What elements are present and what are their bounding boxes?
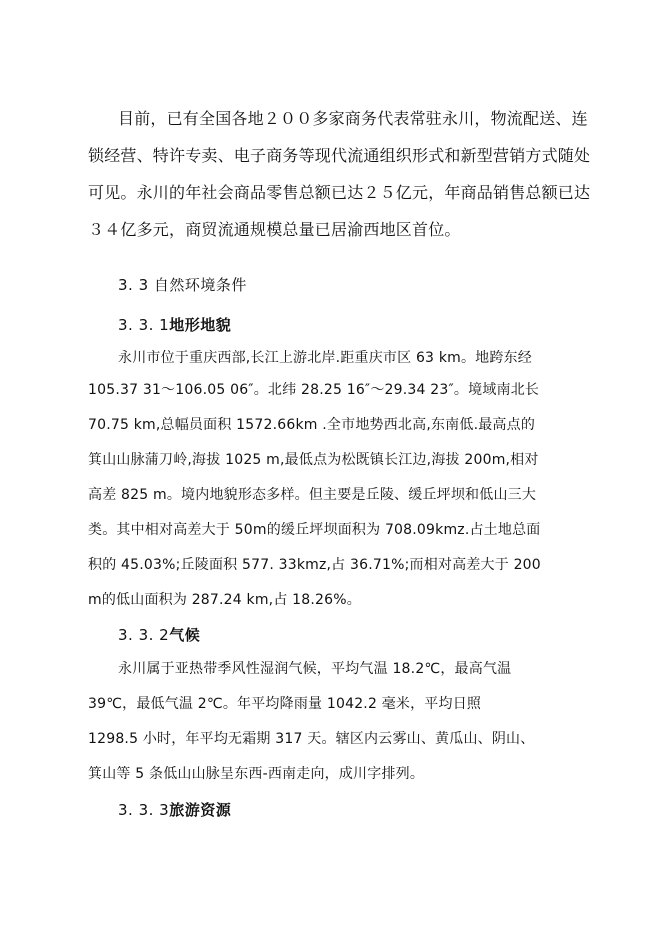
terrain-line-3: 70.75 km,总幅员面积 1572.66km .全市地势西北高,东南低.最高点的 [88, 417, 536, 433]
climate-line-3: 1298.5 小时，年平均无霜期 317 天。辖区内云雾山、黄瓜山、阴山、 [88, 731, 535, 747]
intro-line-2: 锁经营、特许专卖、电子商务等现代流通组织形式和新型营销方式随处 [88, 146, 591, 165]
terrain-line-4: 箕山山脉蒲刀岭,海拔 1025 m,最低点为松既镇长江边,海拔 200m,相对 [88, 452, 539, 468]
section-3-3-1-title: 地形地貌 [169, 316, 232, 334]
climate-line-2: 39℃，最低气温 2℃。年平均降雨量 1042.2 毫米，平均日照 [88, 696, 482, 712]
section-3-3-heading: 3. 3 自然环境条件 [118, 276, 247, 294]
terrain-line-5: 高差 825 m。境内地貌形态多样。但主要是丘陵、缓丘坪坝和低山三大 [88, 487, 537, 503]
section-3-3-3-title: 旅游资源 [169, 801, 232, 819]
intro-line-4: ３４亿多元，商贸流通规模总量已居渝西地区首位。 [88, 220, 461, 239]
terrain-line-7: 积的 45.03%;丘陵面积 577. 33kmz,占 36.71%;而相对高差大于 200 [88, 557, 541, 573]
section-3-3-2-number: 3. 3. 2 [118, 626, 170, 644]
terrain-line-8: m的低山面积为 287.24 km,占 18.26%。 [88, 592, 361, 608]
intro-line-1: 目前，已有全国各地２００多家商务代表常驻永川，物流配送、连 [118, 109, 588, 128]
section-3-3-3-number: 3. 3. 3 [118, 801, 170, 819]
section-3-3-2-heading [118, 625, 200, 645]
climate-line-1: 永川属于亚热带季风性湿润气候，平均气温 18.2℃，最高气温 [118, 661, 512, 677]
intro-line-3: 可见。永川的年社会商品零售总额已达２５亿元，年商品销售总额已达 [88, 183, 591, 202]
climate-line-4: 箕山等 5 条低山山脉呈东西-西南走向，成川字排列。 [88, 766, 425, 782]
terrain-line-6: 类。其中相对高差大于 50m的缓丘坪坝面积为 708.09kmz.占土地总面 [88, 522, 541, 538]
terrain-line-2: 105.37 31～106.05 06″。北纬 28.25 16″～29.34 23″。境域南北长 [88, 382, 540, 398]
section-3-3-1-number: 3. 3. 1 [118, 316, 170, 334]
section-3-3-1-heading [118, 315, 231, 335]
terrain-line-1: 永川市位于重庆西部,长江上游北岸.距重庆市区 63 km。地跨东经 [118, 350, 532, 366]
section-3-3-2-title: 气候 [169, 626, 201, 644]
section-3-3-3-heading [118, 800, 231, 820]
